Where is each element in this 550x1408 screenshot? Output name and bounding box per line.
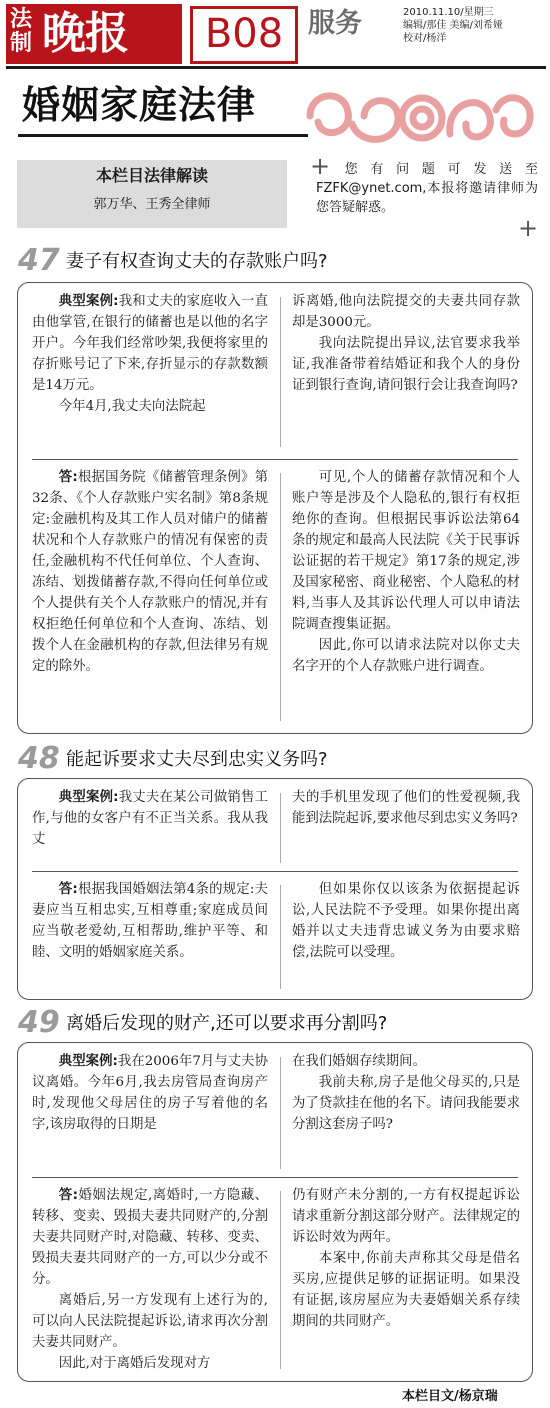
answer-left-column: [32, 1185, 268, 1374]
answer-text: 但如果你仅以该条为依据提起诉讼,人民法院不予受理。如果你提出离婚并以丈夫违背忠诚义务为由要求赔偿,法院可以受理。: [292, 882, 520, 960]
case-text: 我在2006年7月与丈夫协议离婚。今年6月,我去房管局查询房产时,发现他父母居住的房子写着他的名字,该房取得的日期是: [32, 1054, 268, 1132]
decorative-swirl-graphic: [300, 74, 540, 154]
qa-divider: [32, 871, 518, 872]
lawyer-box: [17, 160, 287, 228]
answer-text: 离婚后,另一方发现有上述行为的,可以向人民法院提起诉讼,请求再次分割夫妻共同财产。: [32, 1293, 268, 1350]
question-number: 48: [18, 741, 60, 776]
contact-info: [316, 160, 538, 217]
case-text: 夫的手机里发现了他们的性爱视频,我能到法院起诉,要求他尽到忠实义务吗?: [292, 790, 520, 826]
answer-text: 婚姻法规定,离婚时,一方隐藏、转移、变卖、毁损夫妻共同财产的,分割夫妻共同财产时,对隐藏、转移、变卖、毁损夫妻共同财产的一方,可以少分或不分。: [32, 1188, 269, 1287]
qa-box-47: [17, 282, 533, 734]
page-number: B08: [190, 6, 298, 64]
answer-label: 答:: [58, 470, 78, 485]
answer-text: 因此,对于离婚后发现对方: [58, 1356, 211, 1371]
qa-divider: [32, 1177, 518, 1178]
column-divider: [280, 1191, 281, 1369]
case-text: 我向法院提出异议,法官要求我举证,我准备带着结婚证和我个人的身份证到银行查询,请问银行会让我查询吗?: [292, 336, 520, 393]
case-text: 今年4月,我丈夫向法院起: [58, 399, 206, 414]
column-divider: [280, 473, 281, 721]
question-header-47: [0, 244, 550, 280]
case-right-column: [292, 787, 520, 829]
case-left-column: [32, 291, 268, 417]
case-label: 典型案例:: [58, 1054, 118, 1069]
logo-small-text: 法制: [10, 7, 33, 56]
section-name: 服务: [308, 8, 362, 39]
case-right-column: [292, 1051, 520, 1135]
qa-divider: [32, 459, 518, 460]
case-text: 我丈夫在某公司做销售工作,与他的女客户有不正当关系。我从我丈: [32, 790, 269, 847]
column-divider: [280, 1057, 281, 1169]
masthead-rule: [6, 66, 546, 69]
answer-text: 因此,你可以请求法院对以你丈夫名字开的个人存款账户进行调查。: [292, 638, 520, 674]
case-label: 典型案例:: [58, 294, 119, 309]
question-header-48: [0, 742, 550, 778]
contact-text: 您有问题可发送至FZFK@ynet.com,本报将邀请律师为您答疑解惑。: [316, 162, 538, 215]
case-text: 诉离婚,他向法院提交的夫妻共同存款却是3000元。: [292, 294, 520, 330]
case-text: 我和丈夫的家庭收入一直由他掌管,在银行的储蓄也是以他的名字开户。今年我们经常吵架,我便将家里的存折账号记了下来,存折显示的存款数额是14万元。: [32, 294, 269, 393]
qa-box-49: [17, 1042, 533, 1382]
question-number: 47: [18, 243, 60, 278]
column-divider: [280, 885, 281, 989]
case-text: 我前夫称,房子是他父母买的,只是为了贷款挂在他的名下。请问我能要求分割这套房子吗?: [292, 1075, 520, 1132]
crop-mark-icon: +: [310, 152, 331, 180]
column-title-rule: [18, 134, 308, 137]
logo-big-text: 晚报: [42, 8, 128, 59]
answer-label: 答:: [58, 1188, 79, 1203]
qa-box-48: [17, 778, 533, 1000]
column-title-band: [0, 72, 550, 156]
lawyer-names: 郭万华、王秀全律师: [93, 197, 211, 212]
case-label: 典型案例:: [58, 790, 119, 805]
case-right-column: [292, 291, 520, 396]
answer-right-column: [292, 1185, 520, 1332]
answer-left-column: [32, 467, 268, 677]
column-title: 婚姻家庭法律: [22, 83, 257, 127]
lawyer-heading: 本栏目法律解读: [95, 166, 208, 185]
answer-left-column: [32, 879, 268, 963]
column-divider: [280, 793, 281, 863]
question-header-49: [0, 1006, 550, 1042]
newspaper-logo: [6, 4, 182, 64]
case-left-column: [32, 787, 268, 850]
answer-text: 可见,个人的储蓄存款情况和个人账户等是涉及个人隐私的,银行有权拒绝你的查询。但根据民事诉讼法第64条的规定和最高人民法院《关于民事诉讼证据的若干规定》第17条的规定,涉及国家秘密、商业秘密、个人隐私的材料,当事人及其诉讼代理人可以申请法院调查搜集证据。: [292, 470, 520, 632]
answer-text: 仍有财产未分割的,一方有权提起诉讼请求重新分割这部分财产。法律规定的诉讼时效为两年。: [292, 1188, 520, 1245]
author-byline: 本栏目文/杨京瑞: [402, 1389, 498, 1404]
question-title: 离婚后发现的财产,还可以要求再分割吗?: [66, 1013, 388, 1034]
question-title: 妻子有权查询丈夫的存款账户吗?: [66, 251, 328, 272]
masthead: [0, 0, 550, 68]
question-number: 49: [18, 1005, 60, 1040]
answer-text: 根据国务院《储蓄管理条例》第32条、《个人存款账户实名制》第8条规定:金融机构及其工作人员对储户的储蓄状况和个人存款账户的情况有保密的责任,金融机构不代任何单位、个人查询、冻结、划拨储蓄存款,不得向任何单位或个人提供有关个人存款账户的情况,并有权拒绝任何单位和个人查询、冻结、划拨个人在金融机构的存款,但法律另有规定的除外。: [32, 470, 269, 674]
column-divider: [280, 297, 281, 447]
question-title: 能起诉要求丈夫尽到忠实义务吗?: [66, 749, 328, 770]
answer-right-column: [292, 879, 520, 963]
case-left-column: [32, 1051, 268, 1135]
case-text: 在我们婚姻存续期间。: [292, 1054, 426, 1069]
publication-info: [403, 6, 547, 45]
answer-text: 根据我国婚姻法第4条的规定:夫妻应当互相忠实,互相尊重;家庭成员间应当敬老爱幼,互相帮助,维护平等、和睦、文明的婚姻家庭关系。: [32, 882, 269, 960]
answer-right-column: [292, 467, 520, 677]
date-line: 2010.11.10/星期三: [403, 7, 494, 18]
answer-text: 本案中,你前夫声称其父母是借名买房,应提供足够的证据证明。如果没有证据,该房屋应为夫妻婚姻关系存续期间的共同财产。: [292, 1251, 520, 1329]
proof-line: 校对/杨洋: [403, 33, 447, 44]
answer-label: 答:: [58, 882, 78, 897]
crop-mark-icon: +: [518, 214, 539, 242]
editor-line: 编辑/那佳 美编/刘希娅: [403, 20, 503, 31]
